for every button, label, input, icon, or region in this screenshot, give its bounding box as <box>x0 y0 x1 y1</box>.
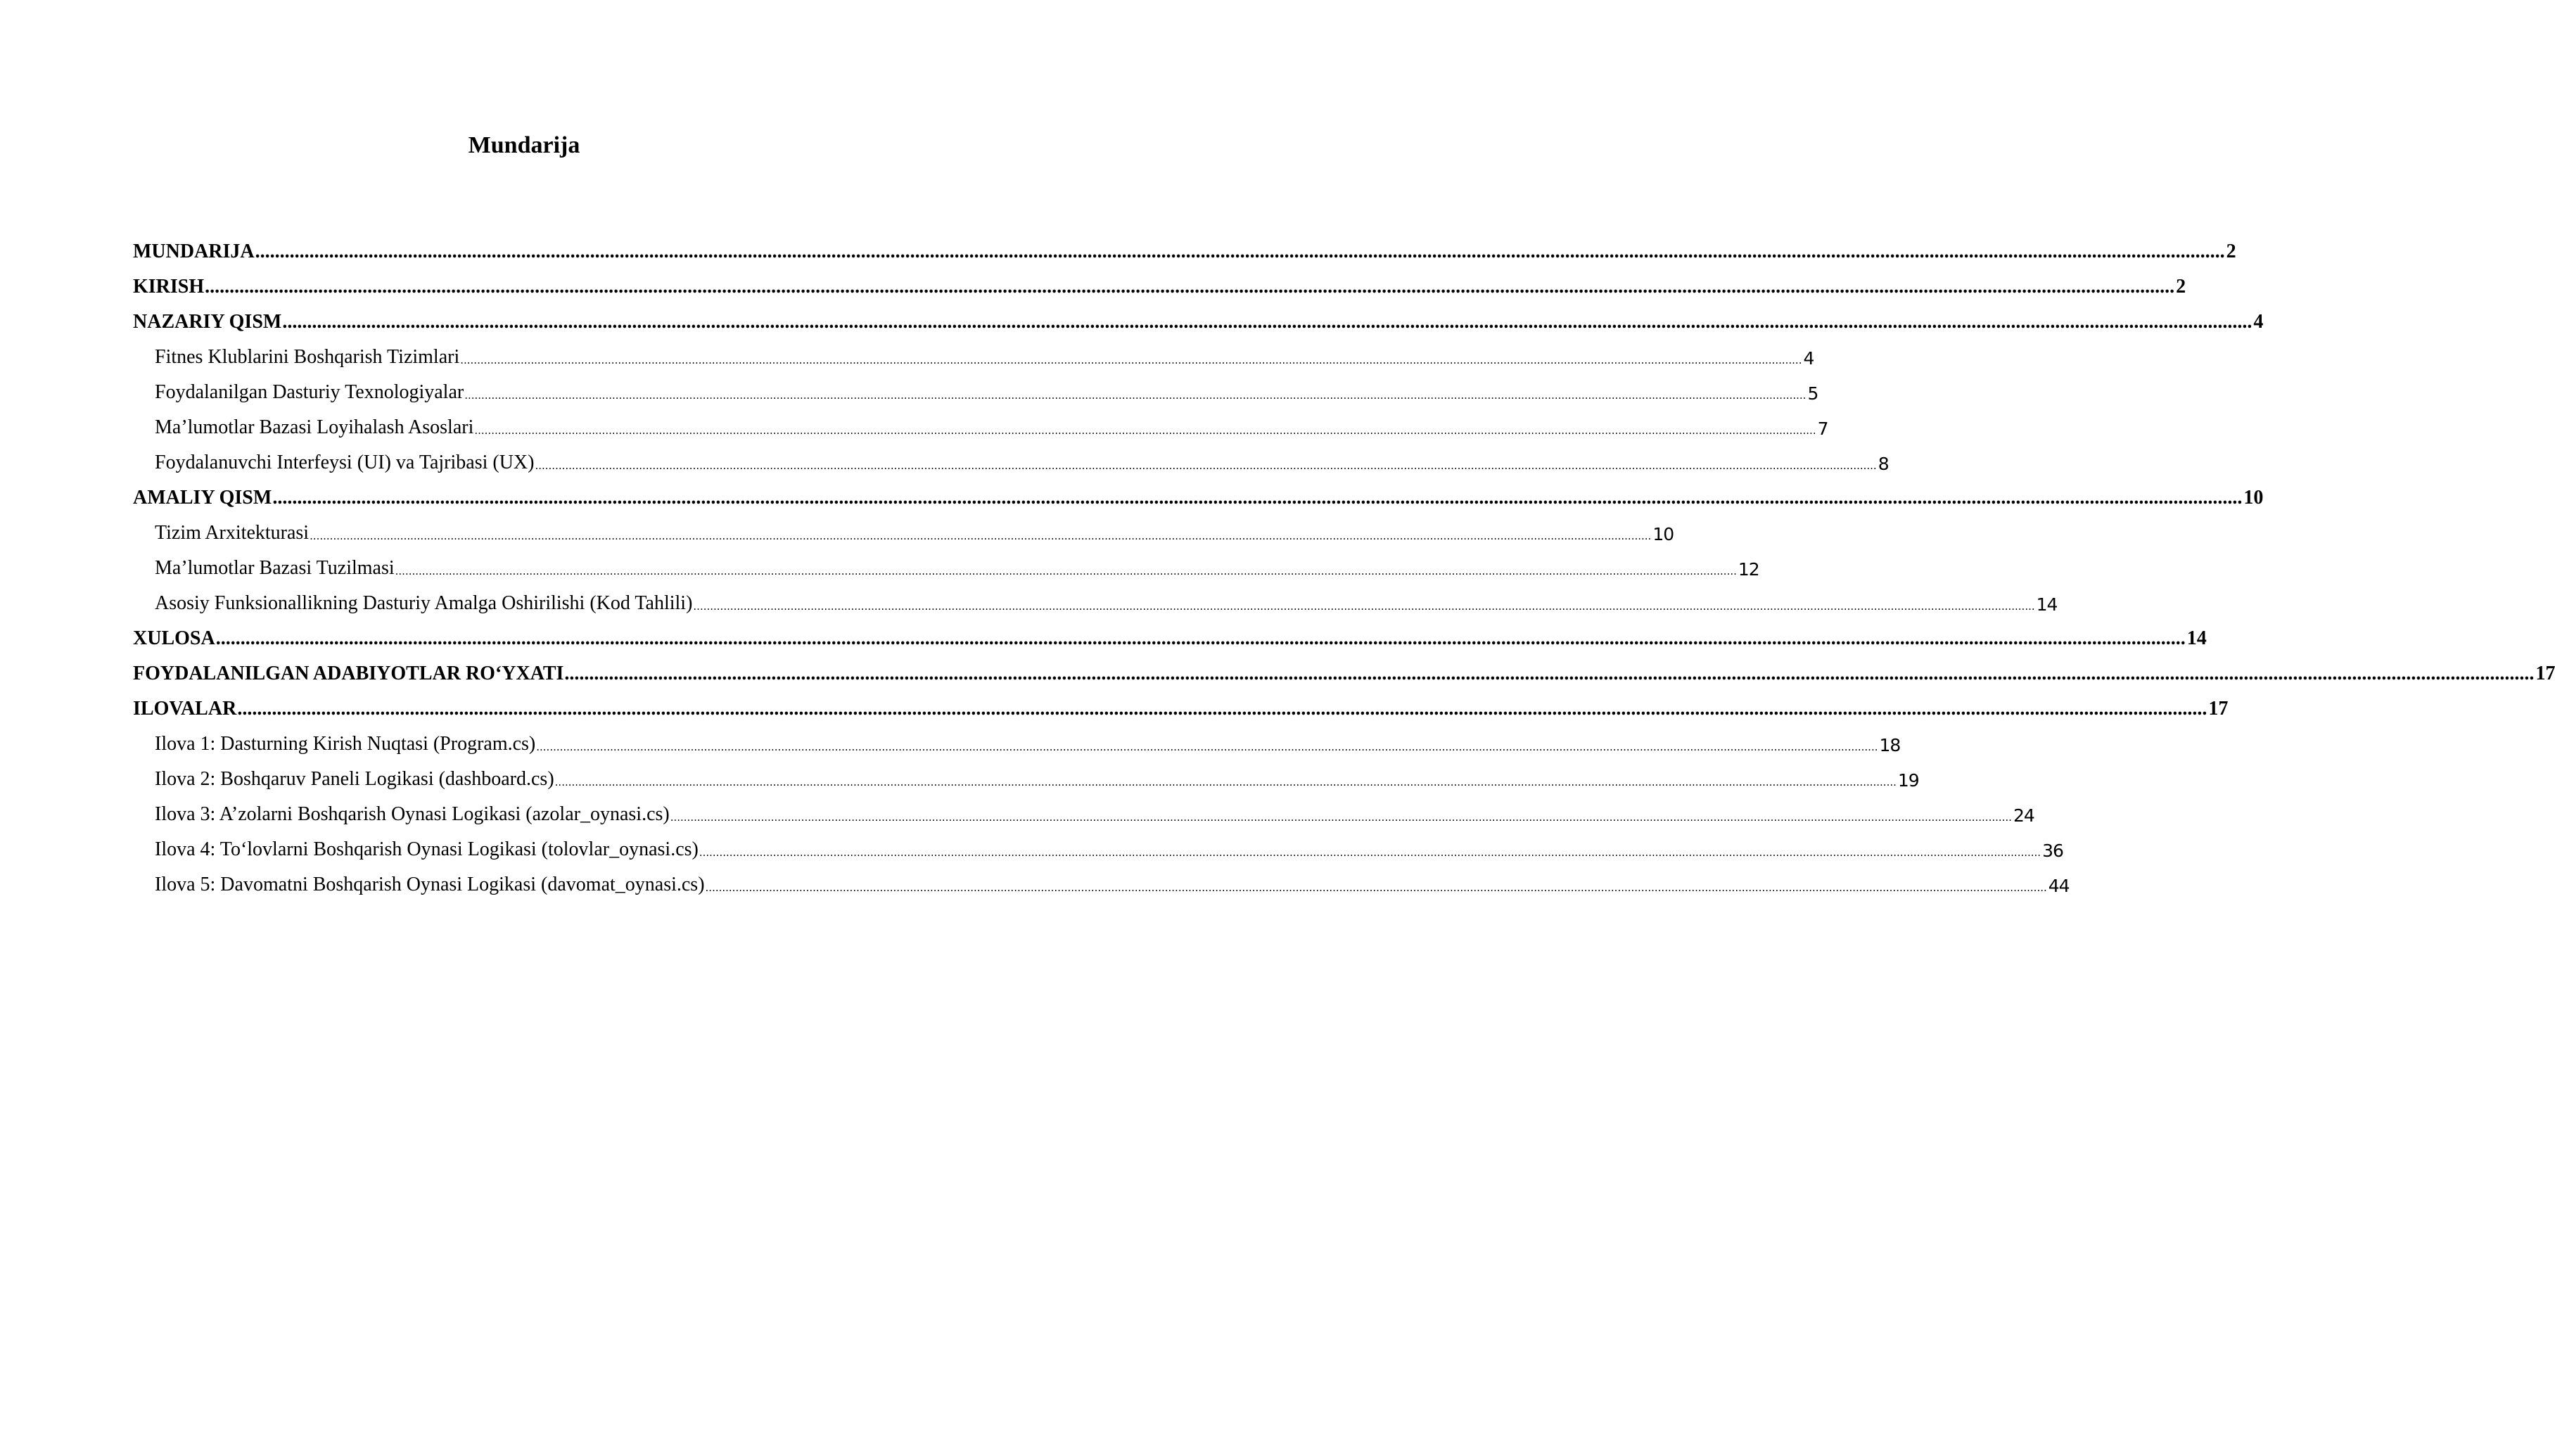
toc-page-number: 4 <box>1803 348 1814 369</box>
toc-entry-title: MUNDARIJA <box>133 241 255 262</box>
toc-entry-title: Ma’lumotlar Bazasi Loyihalash Asoslari <box>155 416 474 438</box>
toc-page-number: 19 <box>1897 770 1919 791</box>
toc-entry-title: Ilova 3: A’zolarni Boshqarish Oynasi Logikasi (azolar_oynasi.cs) <box>155 803 670 825</box>
page-title: Mundarija <box>468 132 580 158</box>
toc-heading-entry[interactable] <box>133 267 2186 302</box>
toc-subheading-entry[interactable] <box>133 795 2034 830</box>
toc-subheading-entry[interactable] <box>133 724 1901 760</box>
toc-page-number: 17 <box>2208 698 2229 720</box>
toc-subheading-entry[interactable] <box>133 549 1759 584</box>
toc-subheading-entry[interactable] <box>133 760 1919 795</box>
toc-entry-title: ILOVALAR <box>133 698 237 720</box>
toc-heading-entry[interactable] <box>133 619 2207 654</box>
toc-subheading-entry[interactable] <box>133 443 1889 478</box>
toc-dot-leader: ................................................................................................................................................................................................................................................................................................................................................................................................................ <box>255 241 2225 262</box>
toc-dot-leader: ................................................................................................................................................................................................................................................................................................................................................................................................................ <box>536 741 1878 753</box>
toc-dot-leader: ................................................................................................................................................................................................................................................................................................................................................................................................................ <box>282 311 2253 333</box>
toc-entry-title: Tizim Arxitekturasi <box>155 522 310 544</box>
toc-page-number: 14 <box>2186 627 2207 649</box>
toc-dot-leader: ................................................................................................................................................................................................................................................................................................................................................................................................................ <box>554 776 1897 788</box>
toc-entry-title: Ilova 4: To‘lovlarni Boshqarish Oynasi Logikasi (tolovlar_oynasi.cs) <box>155 838 699 860</box>
toc-heading-entry[interactable] <box>133 478 2264 513</box>
toc-entry-title: Asosiy Funksionallikning Dasturiy Amalga Oshirilishi (Kod Tahlili) <box>155 592 693 614</box>
toc-page-number: 2 <box>2226 241 2236 262</box>
toc-dot-leader: ................................................................................................................................................................................................................................................................................................................................................................................................................ <box>564 663 2535 684</box>
toc-subheading-entry[interactable] <box>133 830 2063 865</box>
toc-page-number: 14 <box>2036 594 2058 615</box>
toc-heading-entry[interactable] <box>133 654 2555 689</box>
toc-subheading-entry[interactable] <box>133 584 2058 619</box>
toc-dot-leader: ................................................................................................................................................................................................................................................................................................................................................................................................................ <box>705 881 2047 894</box>
toc-page-number: 17 <box>2535 663 2555 684</box>
toc-entry-title: Ilova 5: Davomatni Boshqarish Oynasi Logikasi (davomat_oynasi.cs) <box>155 874 705 895</box>
toc-page-number: 10 <box>2243 487 2264 509</box>
toc-dot-leader: ................................................................................................................................................................................................................................................................................................................................................................................................................ <box>310 530 1652 542</box>
toc-subheading-entry[interactable] <box>133 865 2070 900</box>
toc-entry-title: Ilova 1: Dasturning Kirish Nuqtasi (Program.cs) <box>155 733 536 755</box>
toc-entry-title: Fitnes Klublarini Boshqarish Tizimlari <box>155 346 460 368</box>
toc-heading-entry[interactable] <box>133 232 2236 267</box>
toc-entry-title: Foydalanuvchi Interfeysi (UI) va Tajribasi (UX) <box>155 452 535 473</box>
toc-subheading-entry[interactable] <box>133 338 1814 373</box>
toc-page-number: 2 <box>2176 276 2186 298</box>
toc-subheading-entry[interactable] <box>133 408 1828 443</box>
toc-page-number: 4 <box>2253 311 2264 333</box>
toc-entry-title: FOYDALANILGAN ADABIYOTLAR RO‘YXATI <box>133 663 564 684</box>
toc-page-number: 44 <box>2048 876 2070 896</box>
toc-dot-leader: ................................................................................................................................................................................................................................................................................................................................................................................................................ <box>699 846 2041 859</box>
toc-subheading-entry[interactable] <box>133 373 1818 408</box>
toc-page-number: 12 <box>1738 559 1759 580</box>
toc-dot-leader: ................................................................................................................................................................................................................................................................................................................................................................................................................ <box>474 424 1816 437</box>
toc-page-number: 5 <box>1807 383 1818 404</box>
toc-dot-leader: ................................................................................................................................................................................................................................................................................................................................................................................................................ <box>272 487 2243 509</box>
toc-dot-leader: ................................................................................................................................................................................................................................................................................................................................................................................................................ <box>395 565 1737 577</box>
toc-subheading-entry[interactable] <box>133 513 1674 549</box>
toc-heading-entry[interactable] <box>133 302 2264 338</box>
toc-page-number: 24 <box>2013 805 2034 826</box>
table-of-contents <box>133 232 2555 900</box>
toc-dot-leader: ................................................................................................................................................................................................................................................................................................................................................................................................................ <box>670 811 2012 824</box>
toc-dot-leader: ................................................................................................................................................................................................................................................................................................................................................................................................................ <box>693 600 2035 613</box>
toc-dot-leader: ................................................................................................................................................................................................................................................................................................................................................................................................................ <box>464 389 1807 402</box>
toc-heading-entry[interactable] <box>133 689 2229 724</box>
toc-entry-title: Ma’lumotlar Bazasi Tuzilmasi <box>155 557 395 579</box>
toc-page-number: 8 <box>1878 454 1889 474</box>
toc-page-number: 7 <box>1817 419 1828 439</box>
toc-entry-title: Foydalanilgan Dasturiy Texnologiyalar <box>155 381 464 403</box>
toc-dot-leader: ................................................................................................................................................................................................................................................................................................................................................................................................................ <box>237 698 2207 720</box>
toc-dot-leader: ................................................................................................................................................................................................................................................................................................................................................................................................................ <box>215 627 2186 649</box>
toc-dot-leader: ................................................................................................................................................................................................................................................................................................................................................................................................................ <box>535 459 1877 472</box>
toc-page-number: 10 <box>1652 524 1674 544</box>
toc-entry-title: XULOSA <box>133 627 215 649</box>
toc-entry-title: KIRISH <box>133 276 205 298</box>
toc-entry-title: AMALIY QISM <box>133 487 272 509</box>
toc-page-number: 18 <box>1879 735 1901 755</box>
toc-dot-leader: ................................................................................................................................................................................................................................................................................................................................................................................................................ <box>205 276 2175 298</box>
toc-entry-title: Ilova 2: Boshqaruv Paneli Logikasi (dashboard.cs) <box>155 768 554 790</box>
toc-page-number: 36 <box>2042 841 2063 861</box>
toc-entry-title: NAZARIY QISM <box>133 311 282 333</box>
toc-dot-leader: ................................................................................................................................................................................................................................................................................................................................................................................................................ <box>460 354 1802 366</box>
